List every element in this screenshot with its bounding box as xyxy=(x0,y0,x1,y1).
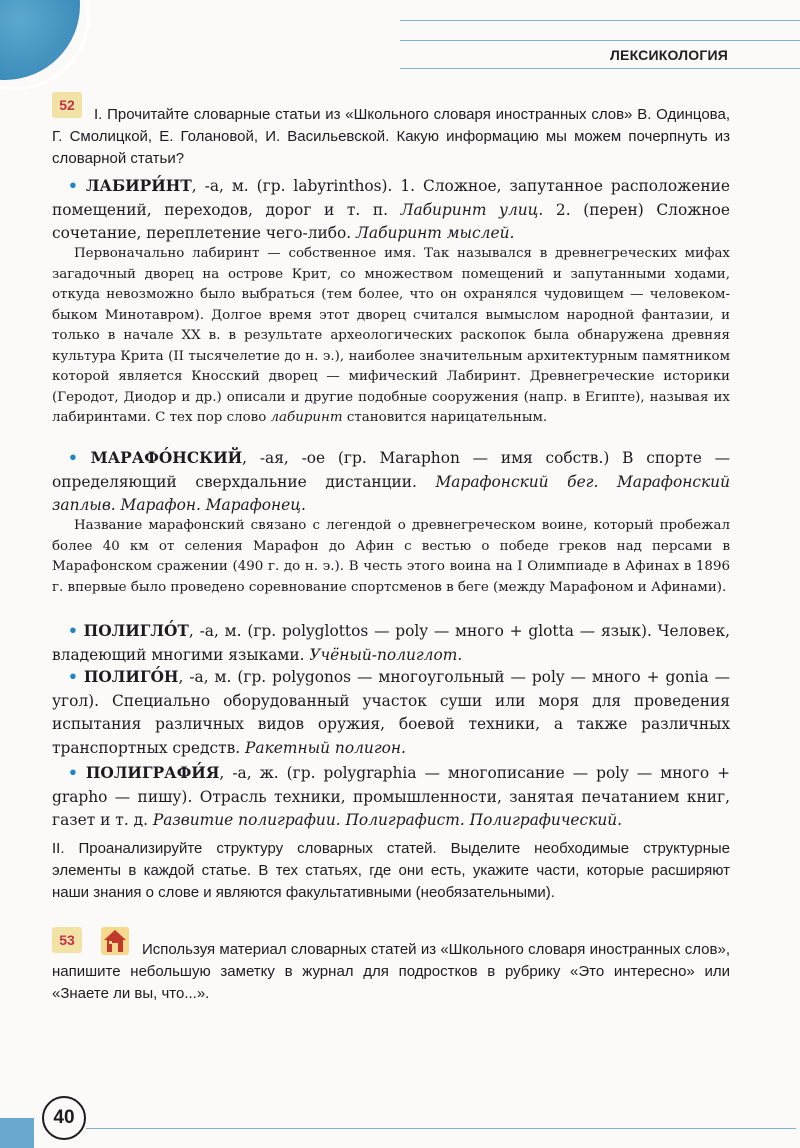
section-title: ЛЕКСИКОЛОГИЯ xyxy=(610,47,728,63)
task-number-badge: 53 xyxy=(52,927,82,953)
bullet-icon: • xyxy=(68,668,78,686)
entry-poliglot: • ПОЛИГЛО́Т, -а, м. (гр. polyglottos — poly — много + glotta — язык). Человек, владеющий многими языками. Учёный-полиглот. xyxy=(52,622,730,664)
headword: ПОЛИГРАФИ́Я xyxy=(85,764,220,782)
headword: ПОЛИГО́Н xyxy=(83,668,179,686)
task-53-instruction: Используя материал словарных статей из «Школьного словаря иностранных слов», напишите небольшую заметку в журнал для подростков в рубрику «Это интересно» или «Знаете ли вы, что...». xyxy=(52,941,730,1002)
entry-labirint: • ЛАБИРИ́НТ, -а, м. (гр. labyrinthos). 1. Сложное, запутанное расположение помещений, переходов, дорог и т. п. Лабиринт улиц. 2. (перен) Сложное сочетание, переплетение чего-либо. Лабиринт мыслей. xyxy=(52,177,730,242)
headword: МАРАФО́НСКИЙ xyxy=(90,449,243,467)
entry-marafonskiy: • МАРАФО́НСКИЙ, -ая, -ое (гр. Maraphon — имя собств.) В спорте — определяющий сверхдальние дистанции. Марафонский бег. Марафонский заплыв. Марафон. Марафонец. xyxy=(52,449,730,514)
bullet-icon: • xyxy=(68,177,78,195)
header-rule xyxy=(400,68,800,69)
entry-marafonskiy-note: Название марафонский связано с легендой о древнегреческом воине, который пробежал более 40 км от селения Марафон до Афин с вестью о победе греков над персами в Марафонском сражении (490 г. до н. э.). В честь этого воина на I Олимпиаде в Афинах в 1896 г. впервые было проведено соревнование спортсменов в беге (между Марафоном и Афинами). xyxy=(52,518,730,595)
bullet-icon: • xyxy=(68,622,78,640)
header-rule xyxy=(400,20,800,21)
corner-decoration-edge xyxy=(0,0,90,90)
headword: ЛАБИРИ́НТ xyxy=(85,177,192,195)
entry-labirint-note: Первоначально лабиринт — собственное имя. Так назывался в древнегреческих мифах загадочный дворец на острове Крит, со множеством помещений и запутанными ходами, откуда невозможно было выбраться (тем более, что он охранялся чудовищем — человеком-быком Минотавром). Долгое время этот дворец считался вымыслом народной фантазии, и только в начале XX в. в результате археологических раскопок была обнаружена древняя культура Крита (II тысячелетие до н. э.), наиболее значительным архитектурным памятником которой является Кносский дворец — мифический Лабиринт. Древнегреческие историки (Геродот, Диодор и др.) описали и другие подобные сооружения (напр. в Египте), называя их лабиринтами. С тех пор слово лабиринт становится нарицательным. xyxy=(52,246,730,425)
headword: ПОЛИГЛО́Т xyxy=(83,622,189,640)
page-edge-bar xyxy=(0,1118,34,1148)
header-rule xyxy=(400,40,800,41)
bullet-icon: • xyxy=(68,764,78,782)
entry-poligrafiya: • ПОЛИГРАФИ́Я, -а, ж. (гр. polygraphia — многописание — poly — много + grapho — пишу). Отрасль техники, промышленности, занятая печатанием книг, газет и т. д. Развитие полиграфии. Полиграфист. Полиграфический. xyxy=(52,764,730,829)
task-52-part-2: II. Проанализируйте структуру словарных статей. Выделите необходимые структурные элементы в каждой статье. В тех статьях, где они есть, укажите части, которые расширяют наши знания о слове и являются факультативными (необязательными). xyxy=(52,840,730,901)
entry-poligon: • ПОЛИГО́Н, -а, м. (гр. polygonos — многоугольный — poly — много + gonia — угол). Специально оборудованный участок суши или моря для проведения испытания различных видов оружия, боевой техники, а также различных транспортных средств. Ракетный полигон. xyxy=(52,668,730,757)
page-number: 40 xyxy=(42,1096,86,1140)
task-number-badge: 52 xyxy=(52,92,82,118)
bullet-icon: • xyxy=(68,449,78,467)
footer-rule xyxy=(86,1128,796,1129)
task-52-instruction: I. Прочитайте словарные статьи из «Школьного словаря иностранных слов» В. Одинцова, Г. Смолицкой, Е. Голановой, И. Васильевской. Какую информацию мы можем почерпнуть из словарной статьи? xyxy=(52,106,730,167)
